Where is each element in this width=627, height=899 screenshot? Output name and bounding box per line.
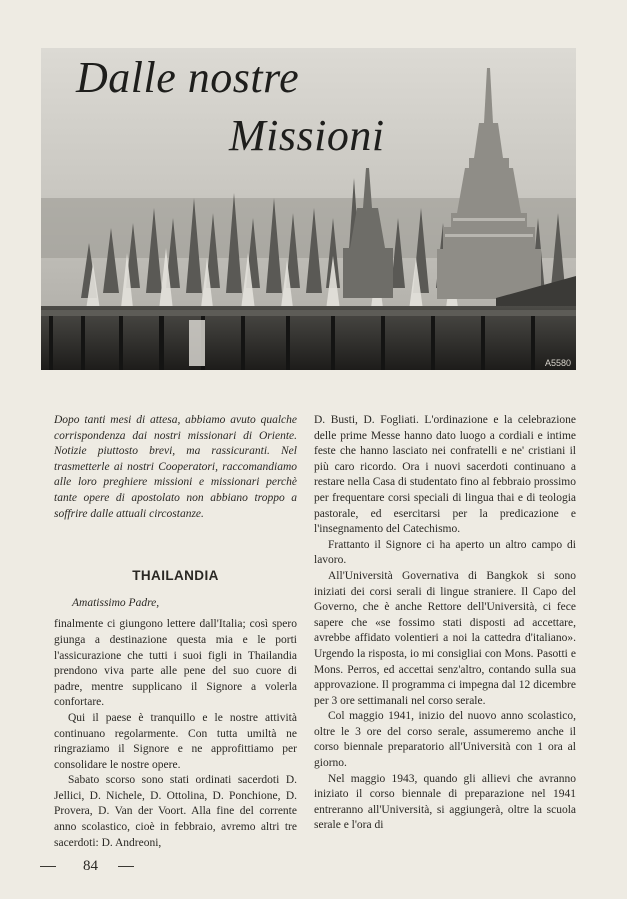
article-title-line-1: Dalle nostre (76, 53, 300, 102)
body-paragraph: Sabato scorso sono stati ordinati sacerdoti D. Jellici, D. Nichele, D. Ottolina, D. Ponchione, D. Provera, D. Van der Voort. Alla fine del corrente anno scolastico, cioè in febbraio, avremo altri tre sacerdoti: D. Andreoni, (54, 774, 297, 849)
right-column (314, 413, 576, 834)
intro-paragraph: Dopo tanti mesi di attesa, abbiamo avuto qualche corrispondenza dai nostri missionari di Oriente. Notizie piuttosto brevi, ma rassicuranti. Nel trasmetterle ai nostri Cooperatori, raccomandiamo alle loro preghiere missioni e missionari perchè tante opere di apostolato non abbiano troppo a soffrire dalle attuali circostanze. (54, 414, 297, 520)
page-number-dash-left (40, 866, 56, 867)
page-number-dash-right (118, 866, 134, 867)
article-title-line-2: Missioni (229, 111, 385, 160)
body-paragraph: All'Università Governativa di Bangkok si sono iniziati dei corsi serali di lingue straniere. Il Capo del Governo, che è anche Rettore dell'Università, ci fece sapere che «se fossimo stati disposti ad accettare, avrebbe affidato volentieri a noi la cattedra d'italiano». Urgendo la risposta, io mi consigliai con Mons. Pasotti e Mons. Perros, ed accettai senz'altro, contando sulla sua approvazione. Il programma ci impegna dal 12 dicembre per 3 ore settimanali nel corso serale. (314, 569, 576, 707)
body-paragraph: D. Busti, D. Fogliati. L'ordinazione e la celebrazione delle prime Messe hanno dato luogo a cordiali e intime feste che hanno lasciato nei confratelli e ne' cristiani il più caro ricordo. Ora i nuovi sacerdoti continuano a restare nella Casa di studentato fino al febbraio prossimo per frequentare corsi speciali di lingua thai e di teologia pastorale, ed esercitarsi per la predicazione e l'insegnamento del Catechismo. (314, 414, 576, 536)
letter-salutation: Amatissimo Padre, (72, 596, 160, 609)
body-paragraph: Col maggio 1941, inizio del nuovo anno scolastico, oltre le 3 ore del corso serale, assumeremo anche il corso biennale preparatorio all'Università con 1 ora al giorno. (314, 710, 576, 770)
photo-credit: A5580 (544, 358, 571, 368)
body-paragraph: Frattanto il Signore ci ha aperto un altro campo di lavoro. (314, 538, 576, 567)
body-paragraph: Nel maggio 1943, quando gli allievi che avranno iniziato il corso biennale di preparazione nel 1941 entreranno all'Università, si aggiungerà, oltre la scuola serale e l'ora di (314, 772, 576, 832)
section-title: THAILANDIA (132, 568, 219, 584)
body-paragraph: Qui il paese è tranquillo e le nostre attività continuano regolarmente. Con tutta umiltà ne ringraziamo il Signore e ne approfittiamo per consolidare le nostre opere. (54, 711, 297, 771)
body-paragraph: finalmente ci giungono lettere dall'Italia; così spero giunga a destinazione questa mia e le porti l'assicurazione che tutti i suoi figli in Thailandia prendono viva parte alle pene del suo cuore di padre, mentre supplicano il Signore a volerla confortare. (54, 618, 297, 709)
left-column (54, 413, 297, 851)
page-number: 84 (83, 858, 98, 874)
header-photo (41, 48, 576, 370)
